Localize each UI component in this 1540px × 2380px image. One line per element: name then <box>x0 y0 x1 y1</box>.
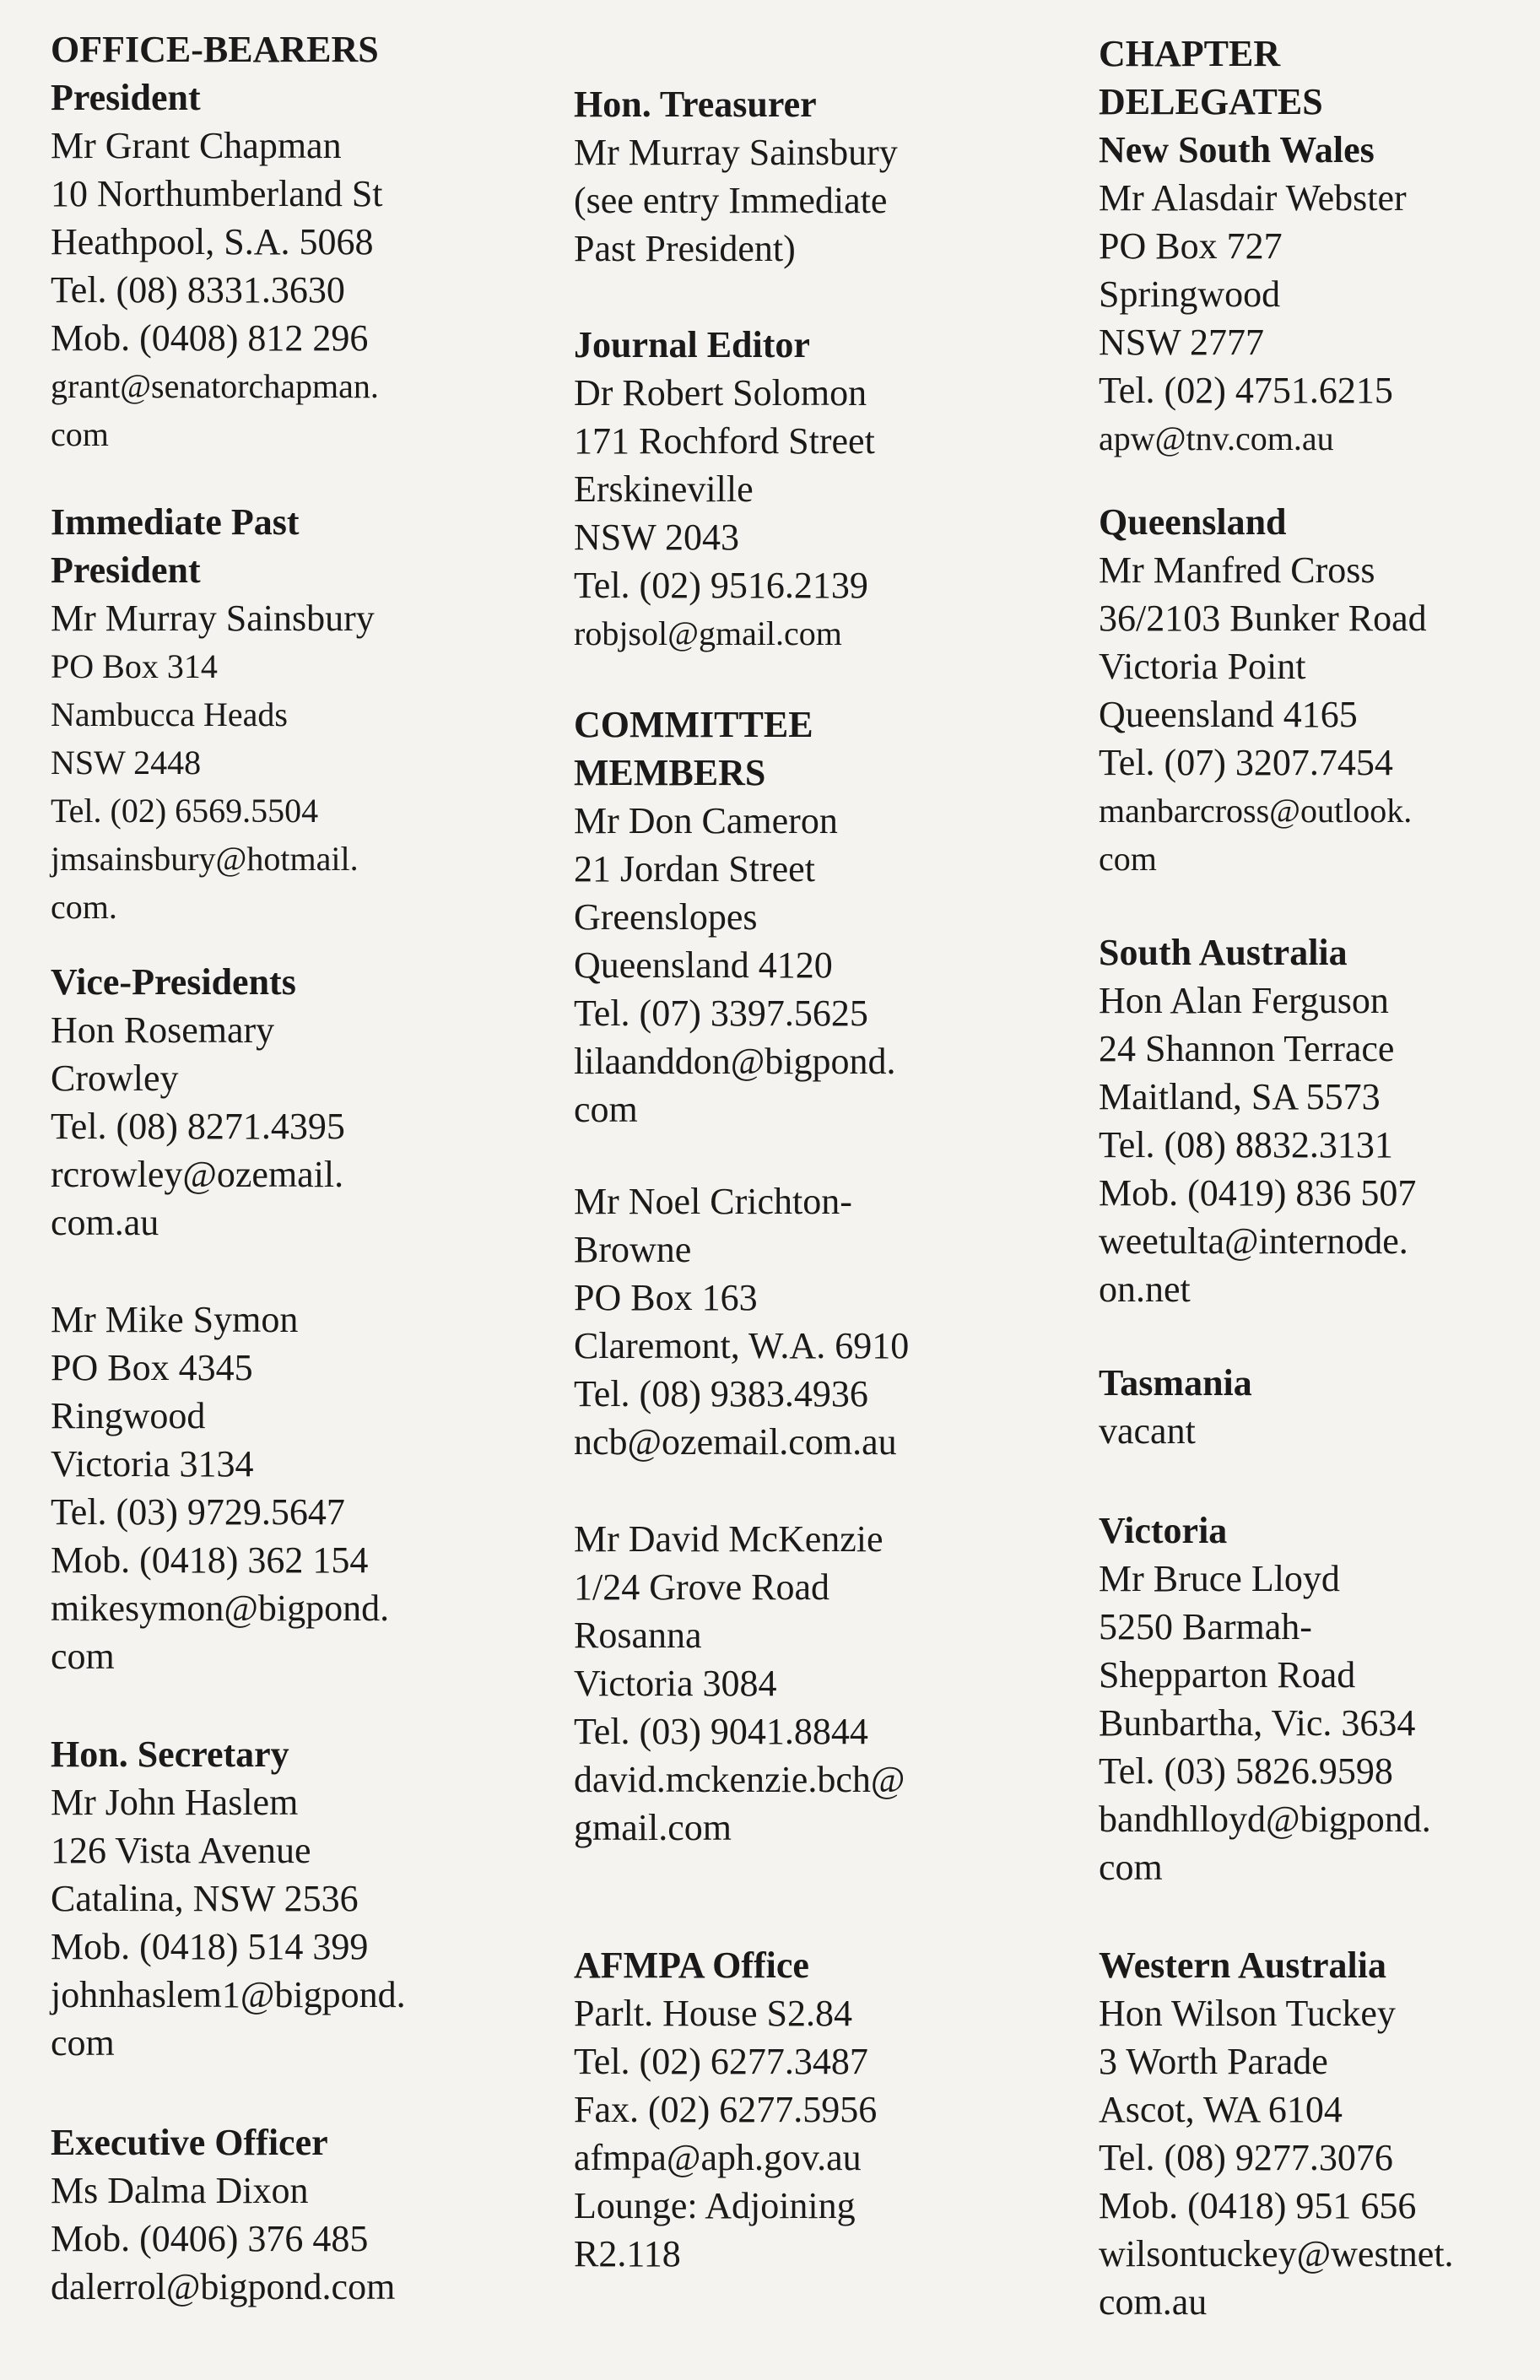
member-email: com <box>574 1089 638 1130</box>
vp-address: Victoria 3134 <box>51 1443 254 1485</box>
section-committee-member-3 <box>574 1515 905 1852</box>
delegate-name: Mr Alasdair Webster <box>1099 177 1407 219</box>
editor-address: NSW 2043 <box>574 517 739 558</box>
editor-address: Erskineville <box>574 468 754 510</box>
section-south-australia <box>1099 928 1416 1313</box>
member-email: david.mckenzie.bch@ <box>574 1759 905 1800</box>
section-journal-editor <box>574 321 875 657</box>
vp-email: com.au <box>51 1202 159 1243</box>
member-address: Greenslopes <box>574 896 758 938</box>
executive-email: dalerrol@bigpond.com <box>51 2266 396 2307</box>
delegate-tel: Tel. (07) 3207.7454 <box>1099 742 1393 783</box>
past-president-tel: Tel. (02) 6569.5504 <box>51 792 319 830</box>
member-name: Mr David McKenzie <box>574 1518 883 1560</box>
heading-queensland: Queensland <box>1099 501 1287 543</box>
treasurer-note: Past President) <box>574 228 796 269</box>
office-tel: Tel. (02) 6277.3487 <box>574 2041 868 2082</box>
member-name: Mr Noel Crichton- <box>574 1181 852 1222</box>
heading-south-australia: South Australia <box>1099 932 1348 973</box>
heading-immediate-past: Immediate Past <box>51 501 300 543</box>
delegate-address: 36/2103 Bunker Road <box>1099 598 1427 639</box>
vp-name: Hon Rosemary <box>51 1009 275 1051</box>
delegate-status: vacant <box>1099 1410 1196 1452</box>
secretary-email: johnhaslem1@bigpond. <box>51 1974 406 2015</box>
president-address: 10 Northumberland St <box>51 173 383 214</box>
section-committee-members <box>574 700 895 1133</box>
delegate-address: Maitland, SA 5573 <box>1099 1076 1381 1117</box>
heading-chapter-delegates: DELEGATES <box>1099 81 1323 122</box>
vp-tel: Tel. (08) 8271.4395 <box>51 1106 345 1147</box>
member-name: Browne <box>574 1229 692 1270</box>
section-tasmania <box>1099 1359 1252 1455</box>
delegate-address: Springwood <box>1099 273 1281 315</box>
delegate-name: Hon Wilson Tuckey <box>1099 1993 1396 2034</box>
member-name: Mr Don Cameron <box>574 800 838 841</box>
past-president-address: NSW 2448 <box>51 744 202 782</box>
delegate-tel: Tel. (08) 9277.3076 <box>1099 2137 1393 2178</box>
past-president-email: jmsainsbury@hotmail. <box>51 840 359 878</box>
delegate-email: manbarcross@outlook. <box>1099 792 1413 830</box>
heading-immediate-past: President <box>51 549 201 591</box>
president-email: com <box>51 415 109 453</box>
section-immediate-past-president <box>51 498 375 931</box>
heading-victoria: Victoria <box>1099 1510 1228 1551</box>
member-address: Claremont, W.A. 6910 <box>574 1325 910 1366</box>
secretary-mob: Mob. (0418) 514 399 <box>51 1926 369 1967</box>
member-address: Rosanna <box>574 1615 702 1656</box>
delegate-tel: Tel. (08) 8832.3131 <box>1099 1124 1393 1166</box>
heading-western-australia: Western Australia <box>1099 1945 1386 1986</box>
heading-chapter-delegates: CHAPTER <box>1099 33 1281 74</box>
heading-tasmania: Tasmania <box>1099 1362 1252 1404</box>
delegate-address: Victoria Point <box>1099 646 1306 687</box>
past-president-email: com. <box>51 888 117 926</box>
delegate-address: 3 Worth Parade <box>1099 2041 1328 2082</box>
member-address: 21 Jordan Street <box>574 848 815 890</box>
president-tel: Tel. (08) 8331.3630 <box>51 269 345 311</box>
delegate-email: com <box>1099 1847 1163 1888</box>
office-fax: Fax. (02) 6277.5956 <box>574 2089 878 2130</box>
heading-journal-editor: Journal Editor <box>574 324 810 365</box>
delegate-address: Shepparton Road <box>1099 1654 1356 1696</box>
member-tel: Tel. (08) 9383.4936 <box>574 1373 868 1414</box>
section-treasurer <box>574 80 898 273</box>
member-email: ncb@ozemail.com.au <box>574 1421 897 1463</box>
delegate-email: wilsontuckey@westnet. <box>1099 2233 1454 2275</box>
section-western-australia <box>1099 1941 1454 2326</box>
delegate-address: Ascot, WA 6104 <box>1099 2089 1343 2130</box>
executive-name: Ms Dalma Dixon <box>51 2170 309 2211</box>
delegate-email: com <box>1099 840 1157 878</box>
member-address: Queensland 4120 <box>574 944 833 986</box>
delegate-email: apw@tnv.com.au <box>1099 419 1334 457</box>
delegate-name: Mr Bruce Lloyd <box>1099 1558 1340 1599</box>
delegate-name: Mr Manfred Cross <box>1099 549 1375 591</box>
delegate-email: bandhlloyd@bigpond. <box>1099 1799 1431 1840</box>
member-email: lilaanddon@bigpond. <box>574 1041 896 1082</box>
heading-committee: MEMBERS <box>574 752 766 793</box>
treasurer-note: (see entry Immediate <box>574 180 888 221</box>
delegate-address: Bunbartha, Vic. 3634 <box>1099 1702 1416 1744</box>
delegate-email: on.net <box>1099 1268 1191 1310</box>
past-president-address: Nambucca Heads <box>51 695 288 733</box>
office-room: R2.118 <box>574 2233 681 2275</box>
president-email: grant@senatorchapman. <box>51 367 379 405</box>
delegate-tel: Tel. (03) 5826.9598 <box>1099 1750 1393 1792</box>
delegate-mob: Mob. (0418) 951 656 <box>1099 2185 1417 2226</box>
editor-tel: Tel. (02) 9516.2139 <box>574 565 868 606</box>
executive-mob: Mob. (0406) 376 485 <box>51 2218 369 2259</box>
secretary-address: Catalina, NSW 2536 <box>51 1878 359 1919</box>
editor-email: robjsol@gmail.com <box>574 614 842 652</box>
member-email: gmail.com <box>574 1807 732 1848</box>
section-vice-president-2 <box>51 1295 389 1680</box>
vp-name: Crowley <box>51 1057 179 1099</box>
secretary-email: com <box>51 2022 115 2064</box>
treasurer-name: Mr Murray Sainsbury <box>574 132 898 173</box>
vp-address: Ringwood <box>51 1395 206 1436</box>
vp-email: mikesymon@bigpond. <box>51 1588 390 1629</box>
delegate-address: 24 Shannon Terrace <box>1099 1028 1395 1069</box>
member-address: 1/24 Grove Road <box>574 1566 830 1608</box>
heading-executive-officer: Executive Officer <box>51 2122 328 2163</box>
past-president-address: PO Box 314 <box>51 647 218 685</box>
secretary-name: Mr John Haslem <box>51 1782 299 1823</box>
heading-president: President <box>51 77 201 118</box>
member-tel: Tel. (07) 3397.5625 <box>574 993 868 1034</box>
secretary-address: 126 Vista Avenue <box>51 1830 311 1871</box>
vp-tel: Tel. (03) 9729.5647 <box>51 1491 345 1533</box>
delegate-email: com.au <box>1099 2281 1208 2323</box>
section-executive-officer <box>51 2118 395 2311</box>
delegate-address: NSW 2777 <box>1099 322 1264 363</box>
vp-email: com <box>51 1636 115 1677</box>
president-name: Mr Grant Chapman <box>51 125 342 166</box>
heading-nsw: New South Wales <box>1099 129 1375 170</box>
vp-mob: Mob. (0418) 362 154 <box>51 1539 369 1581</box>
heading-vice-presidents: Vice-Presidents <box>51 961 296 1003</box>
vp-email: rcrowley@ozemail. <box>51 1154 344 1195</box>
section-victoria <box>1099 1506 1431 1891</box>
vp-name: Mr Mike Symon <box>51 1299 299 1340</box>
section-secretary <box>51 1730 406 2067</box>
heading-afmpa-office: AFMPA Office <box>574 1945 809 1986</box>
editor-address: 171 Rochford Street <box>574 420 875 462</box>
member-address: PO Box 163 <box>574 1277 758 1318</box>
section-office-bearers <box>51 25 383 458</box>
heading-secretary: Hon. Secretary <box>51 1734 289 1775</box>
section-committee-member-2 <box>574 1177 909 1466</box>
section-chapter-delegates <box>1099 30 1407 462</box>
office-address: Parlt. House S2.84 <box>574 1993 852 2034</box>
vp-address: PO Box 4345 <box>51 1347 253 1388</box>
section-afmpa-office <box>574 1941 877 2278</box>
delegate-address: 5250 Barmah- <box>1099 1606 1312 1647</box>
delegate-tel: Tel. (02) 4751.6215 <box>1099 370 1393 411</box>
heading-office-bearers: OFFICE-BEARERS <box>51 29 379 70</box>
delegate-mob: Mob. (0419) 836 507 <box>1099 1172 1417 1214</box>
section-queensland <box>1099 498 1427 883</box>
delegate-address: PO Box 727 <box>1099 225 1283 267</box>
office-email: afmpa@aph.gov.au <box>574 2137 862 2178</box>
delegate-email: weetulta@internode. <box>1099 1220 1408 1262</box>
heading-committee: COMMITTEE <box>574 704 813 745</box>
member-address: Victoria 3084 <box>574 1663 777 1704</box>
president-address: Heathpool, S.A. 5068 <box>51 221 374 262</box>
editor-name: Dr Robert Solomon <box>574 372 867 414</box>
delegate-name: Hon Alan Ferguson <box>1099 980 1389 1021</box>
member-tel: Tel. (03) 9041.8844 <box>574 1711 868 1752</box>
past-president-name: Mr Murray Sainsbury <box>51 598 375 639</box>
president-mob: Mob. (0408) 812 296 <box>51 317 369 359</box>
delegate-address: Queensland 4165 <box>1099 694 1358 735</box>
office-lounge: Lounge: Adjoining <box>574 2185 856 2226</box>
section-vice-presidents <box>51 958 345 1247</box>
heading-treasurer: Hon. Treasurer <box>574 84 817 125</box>
